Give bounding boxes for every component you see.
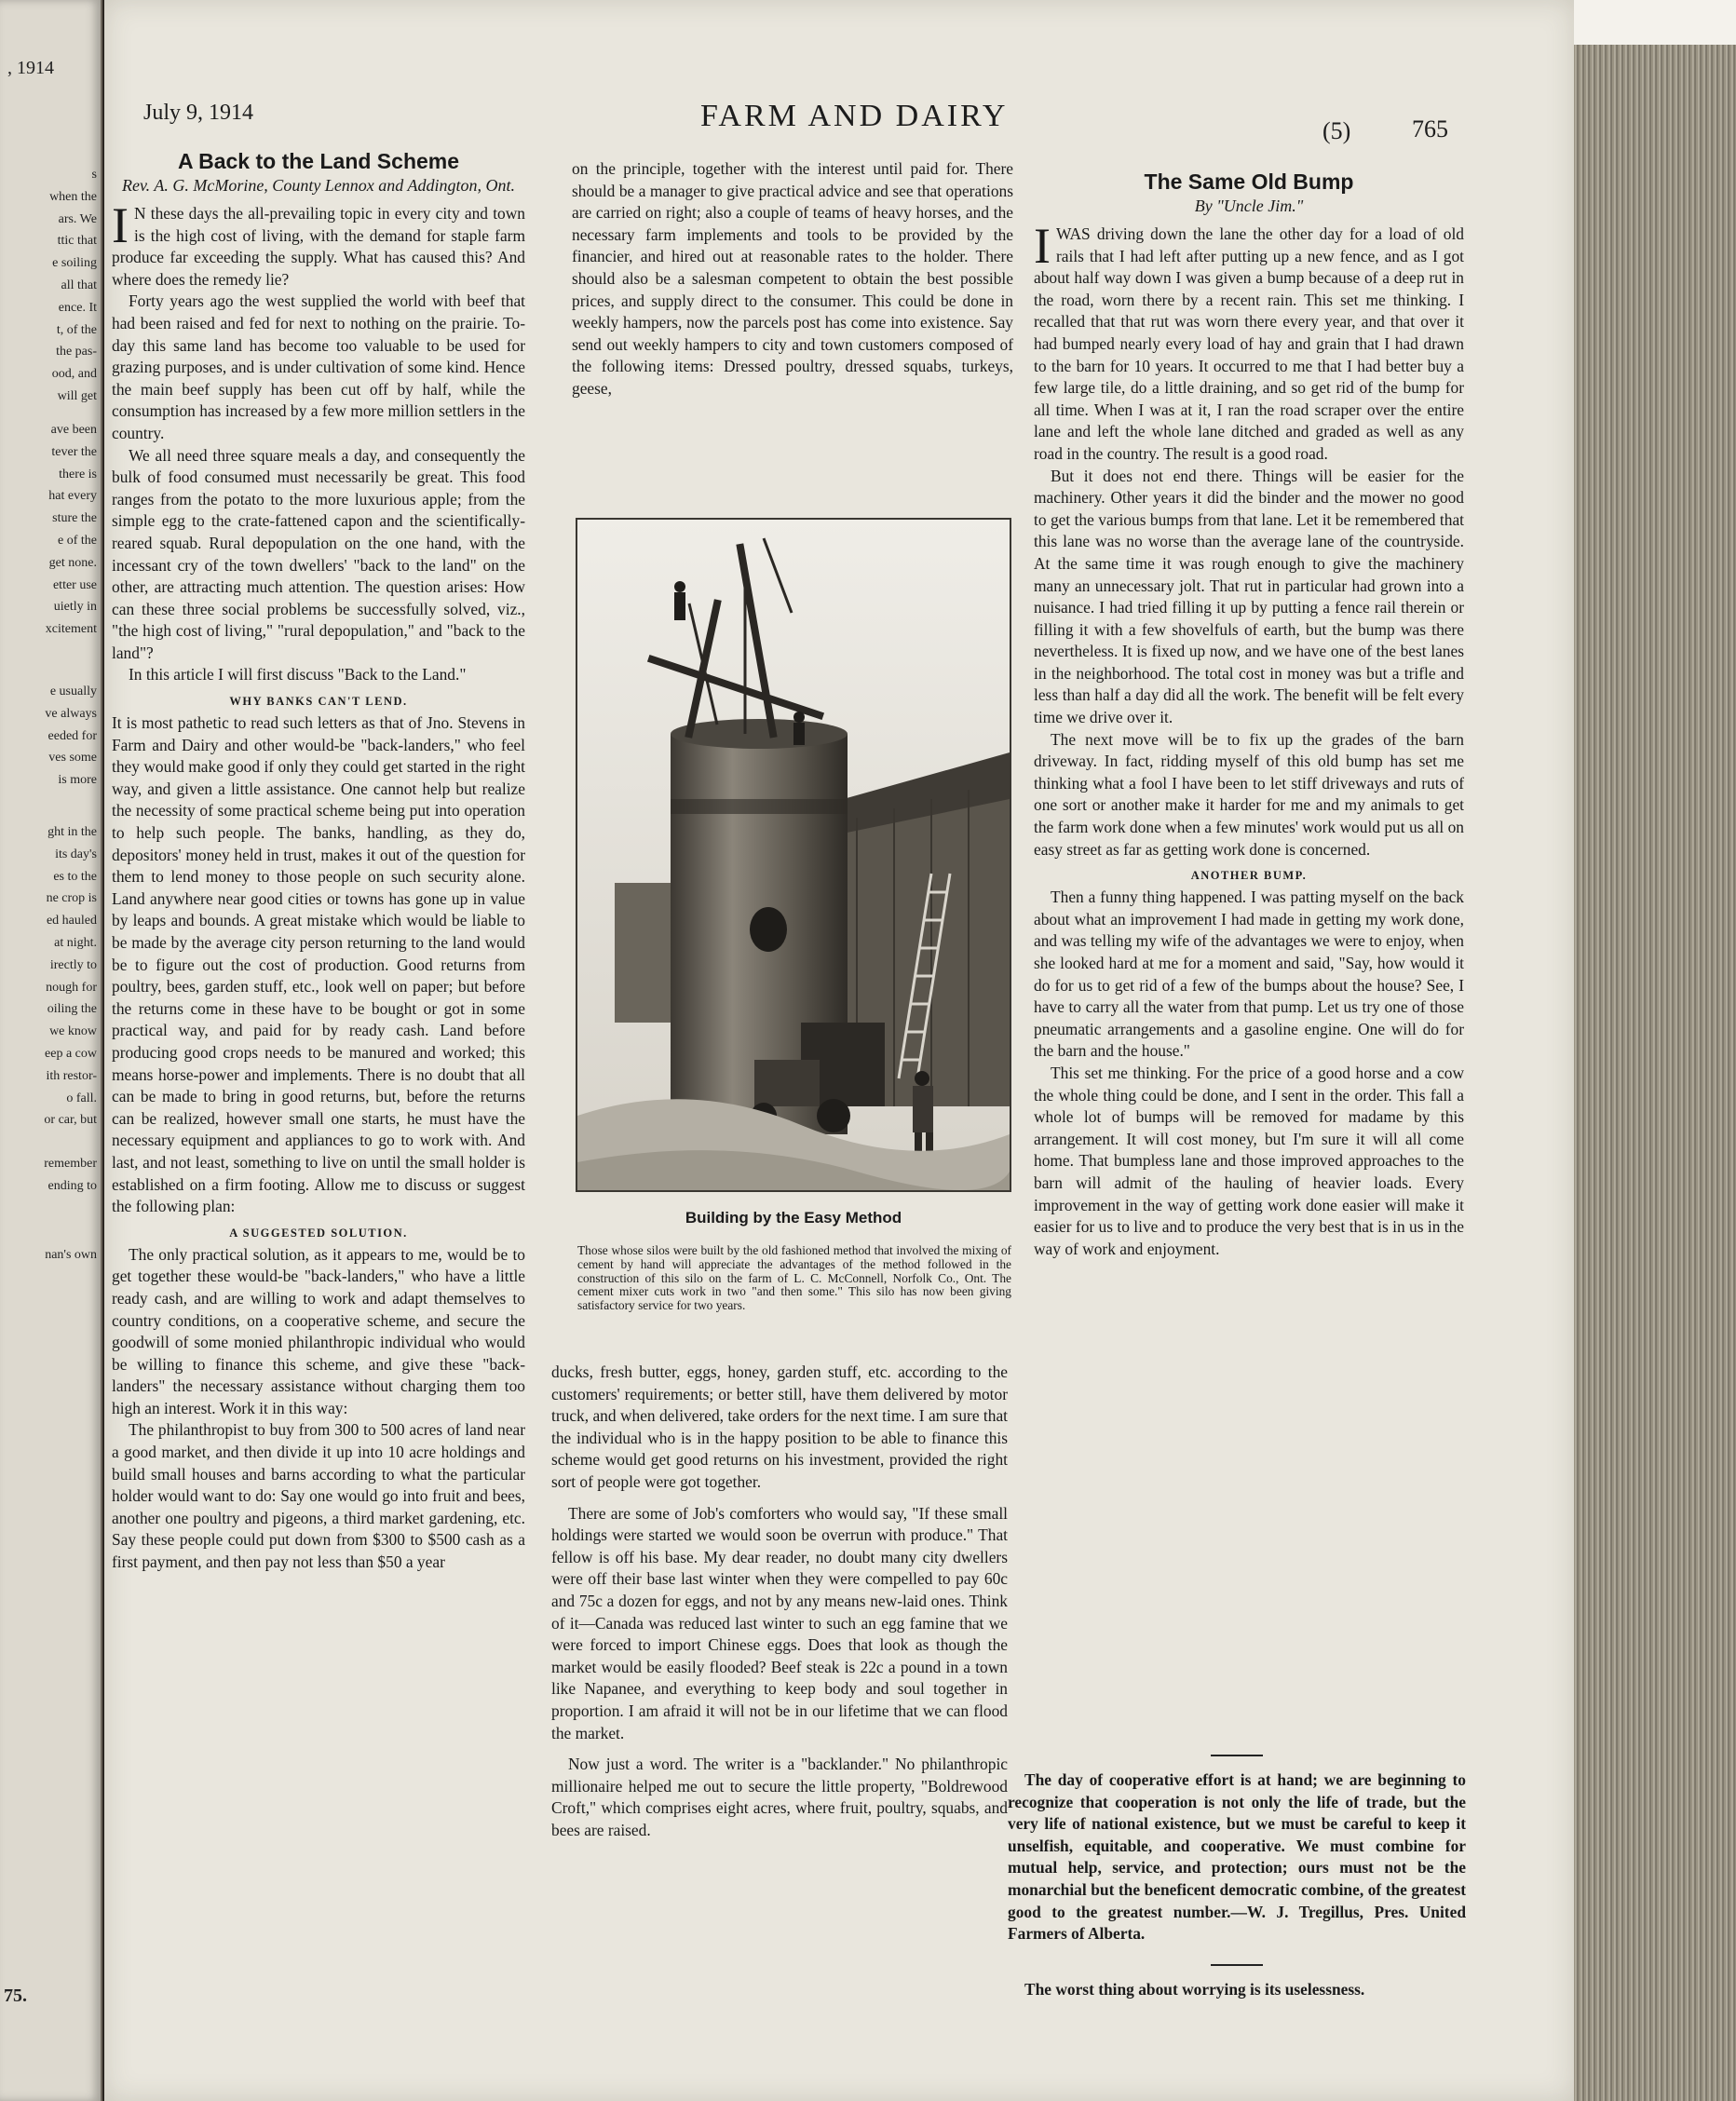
prev-page-fragment: ence. It (58, 300, 97, 315)
prev-page-fragment: o fall. (66, 1091, 97, 1105)
prev-page-fragment: at night. (54, 936, 97, 950)
photo-caption-title: Building by the Easy Method (685, 1209, 902, 1227)
prev-page-fragment: is more (58, 773, 97, 788)
article-paragraph: We all need three square meals a day, and consequently the bulk of food consumed must necessarily be great. This food ranges from the potato to the more luxurious apple; from the simple egg to the crate-fattened capon and the scientifically-reared squab. Rural depopulation on the one hand, with the incessant cry of the town dwellers' "back to the land" on the other, are attracting much attention. The question arises: How can these three social problems be successfully solved, viz., "the high cost of living," "rural depopulation," and "back to the land"? (112, 445, 525, 662)
prev-page-number: 75. (4, 1986, 27, 2006)
prev-page-fragment: nan's own (45, 1248, 97, 1262)
section-number: (5) (1322, 117, 1351, 144)
silo-photo-illustration (577, 520, 1010, 1190)
prev-page-fragment: ending to (47, 1178, 97, 1193)
article-byline: By "Uncle Jim." (1194, 197, 1304, 215)
prev-page-fragment: hat every (48, 489, 97, 504)
prev-page-fragment: tever the (51, 444, 97, 459)
article-paragraph: This set me thinking. For the price of a good horse and a cow the whole thing could be done, and I sent in the order. This fall a whole lot of bumps will be removed for madame by this arrangement. It will cost money, but I'm sure it will all come home. That bumpless lane and those improved approaches to the barn will admit of the hauling of heavier loads. Every improvement in the way of getting work done easier will make it easier for us to live and to produce the very best that is in us in the way of work and enjoyment. (1034, 1063, 1464, 1258)
book-page-stack (1574, 0, 1736, 2101)
prev-page-fragment: ed hauled (46, 914, 97, 929)
prev-page-fragment: the pas- (56, 345, 97, 359)
page-number: 765 (1412, 115, 1448, 142)
prev-page-fragment: ne crop is (46, 891, 97, 906)
prev-page-fragment: ith restor- (46, 1068, 97, 1083)
prev-page-fragment: ve always (45, 706, 97, 721)
prev-page-fragment: ave been (50, 423, 97, 437)
article-paragraph: on the principle, together with the interest until paid for. There should be a manager to give practical advice and see that operations are carried on right; also a couple of teams of heavy horses, and the necessary farm implements and tools to be provided by the financier, and hired out at reasonable rates to the holder. There should also be a salesman competent to obtain the best possible prices, and supply direct to the consumer. This could be done in weekly hampers, now the parcels post has come into existence. Say send out weekly hampers to city and town customers composed of the following items: Dressed poultry, dressed squabs, turkeys, geese, (572, 159, 1013, 398)
column-3 (1034, 169, 1464, 1260)
article-paragraph: The philanthropist to buy from 300 to 500 acres of land near a good market, and then divide it up into 10 acre holdings and build small houses and barns according to what the particular holder would want to do: Say one would go into fruit and bees, another one poultry and pigeons, a third market gardening, etc. Say these people could put down from $300 to $500 cash as a first payment, and then pay not less than $50 a year (112, 1420, 525, 1572)
prev-page-fragment: ves some (48, 751, 97, 766)
cooperation-quote: The day of cooperative effort is at hand; we are beginning to recognize that cooperation is not only the life of trade, but the very life of national existence, but we must be careful to keep it unselfish, equitable, and cooperative. We must combine for mutual help, service, and protection; ours must not be the monarchial but the beneficent democratic combine, of the greatest good to the greatest number.—W. J. Tregillus, Pres. United Farmers of Alberta. (1008, 1770, 1466, 1944)
page-stack-top (1574, 0, 1736, 45)
prev-page-fragment: t, of the (56, 322, 97, 337)
article-title-back-to-land: A Back to the Land Scheme (177, 149, 460, 173)
filler-text: The worst thing about worrying is its uselessness. (1024, 1979, 1365, 1999)
prev-page-fragment: all that (61, 278, 97, 292)
article-paragraph: The next move will be to fix up the grades of the barn driveway. In fact, ridding myself of this old bump has set me thinking what a fool I have been to let stiff driveways and ruts of one sort or another make it harder for me and my animals to get the farm work done when a few minutes' work would put us all on easy street as far as getting work done is concerned. (1034, 729, 1464, 859)
prev-page-fragment: will get (57, 389, 97, 403)
photo-caption-text: Those whose silos were built by the old fashioned method that involved the mixing of cement by hand will appreciate the advantages of the method followed in the construction of this silo on the farm of L. C. McConnell, Norfolk Co., Ont. The cement mixer cuts work in two "and then some." This silo has now been giving satisfactory service for two years. (577, 1243, 1011, 1313)
issue-date: July 9, 1914 (143, 101, 254, 125)
prev-page-fragment: its day's (55, 847, 97, 861)
prev-page-fragment: eep a cow (45, 1047, 97, 1061)
prev-page-fragment: s (91, 168, 97, 182)
drop-cap: I (112, 197, 129, 253)
column-2-top (572, 158, 1013, 400)
newspaper-page (104, 0, 1574, 2101)
publication-title: FARM AND DAIRY (700, 99, 1009, 133)
previous-page-edge (0, 0, 102, 2101)
prev-page-fragment: sture the (52, 511, 97, 526)
prev-page-fragment: uietly in (53, 600, 97, 615)
article-paragraph: Forty years ago the west supplied the world with beef that had been raised and fed for next to nothing on the prairie. To-day this same land has become too valuable to be used for grazing purposes, and is under cultivation of some kind. Hence the main beef supply has been cut off by half, while the consumption has increased by a few more million settlers in the country. (112, 291, 525, 442)
article-paragraph: I N these days the all-prevailing topic in every city and town is the high cost of living, with the demand for staple farm produce far exceeding the supply. What has caused this? And where does the remedy lie? (112, 197, 525, 289)
prev-page-fragment: nough for (46, 980, 97, 995)
prev-page-fragment: ght in the (47, 825, 97, 839)
prev-page-fragment: remember (44, 1157, 97, 1171)
article-title-same-old-bump: The Same Old Bump (1144, 169, 1354, 194)
prev-page-fragment: ars. We (58, 211, 97, 226)
prev-page-fragment: etter use (52, 577, 97, 592)
prev-page-fragment: there is (59, 467, 97, 481)
article-paragraph: Then a funny thing happened. I was patting myself on the back about what an improvement I had made in getting my work done, and was telling my wife of the advantages we were to enjoy, when she looked hard at me for a moment and said, "Say, how would it do for us to get rid of a few of the bumps about the house? See, I have to carry all the water from that pump. Let us try one of those pneumatic arrangements and a gasoline engine. One will do for the barn and the house." (1034, 888, 1464, 1061)
subheading: WHY BANKS CAN'T LEND. (229, 695, 408, 709)
column-1 (112, 149, 525, 1574)
article-paragraph: The only practical solution, as it appears to me, would be to get together these would-be "back-landers," who have a little ready cash, and are willing to work and adapt themselves to country conditions, on a cooperative scheme, and secure the goodwill of some monied philanthropic individual who would be willing to finance this scheme, and give these "back-landers" the necessary assistance without charging them too high an interest. Work it in this way: (112, 1244, 525, 1417)
divider-rule (1211, 1755, 1263, 1756)
prev-page-fragment: irectly to (49, 957, 97, 972)
article-paragraph: ducks, fresh butter, eggs, honey, garden stuff, etc. according to the customers' requirements; or better still, have them delivered by motor truck, and when delivered, take orders for the next time. I am sure that the individual who is in the happy position to be able to finance this scheme would get good returns on his investment, provided the right sort of people were got together. (551, 1362, 1008, 1491)
drop-cap: I (1034, 218, 1051, 274)
prev-page-fragment: e usually (49, 685, 97, 698)
article-paragraph: But it does not end there. Things will be easier for the machinery. Other years it did the binder and the mower no good to get the various bumps from that lane. Let it be remembered that this lane was no worse than the average lane of the countryside. At the same time it was rough enough to give the machinery many an unnecessary jolt. That rut in particular had grown into a nuisance. I had tried filling it up by putting a fence rail therein or filling it with a few shovelfuls of earth, but the bump was there nevertheless. It is fixed up now, and we have one of the best lanes in the neighborhood. The total cost in money was but a trifle and less than half a day did all the work. The benefit will be felt every time we drive over it. (1034, 466, 1464, 727)
prev-page-fragment: e of the (58, 534, 97, 548)
prev-page-fragment: e soiling (52, 256, 97, 271)
article-paragraph: IWAS driving down the lane the other day for a load of old rails that I had left after putting up a new fence, and as I got about half way down I was given a bump because of a deep rut in the road, worn there by a recent rain. This set me thinking. I recalled that that rut was worn there every year, and that over it had bumped nearly every load of hay and grain that I had drawn to the barn for 10 years. It occurred to me that I had better buy a few large tile, do a little draining, and so get rid of the bump for all time. When I was at it, I ran the road scraper over the entire lane and left the whole lane ditched and graded as well as any road in the country. The result is a good road. (1034, 218, 1464, 463)
prev-page-fragment: eeded for (47, 728, 97, 743)
prev-page-fragment: get none. (48, 555, 97, 570)
column-2-bottom (551, 1362, 1008, 1841)
article-paragraph: In this article I will first discuss "Back to the Land." (129, 665, 467, 685)
divider-rule (1211, 1964, 1263, 1966)
prev-page-fragment: oiling the (47, 1002, 97, 1017)
column-3-bottom (1008, 1742, 1466, 2000)
article-byline: Rev. A. G. McMorine, County Lennox and Addington, Ont. (122, 176, 515, 195)
silo-construction-photo (576, 518, 1011, 1192)
prev-page-fragment: when the (49, 189, 97, 204)
prev-page-fragment: or car, but (44, 1113, 97, 1128)
subheading: A SUGGESTED SOLUTION. (229, 1226, 408, 1240)
prev-page-year: , 1914 (7, 58, 54, 78)
article-paragraph: It is most pathetic to read such letters as that of Jno. Stevens in Farm and Dairy and other would-be "back-landers," who feel they would make good if only they could get started in the right way, and given a little assistance. One cannot help but realize the necessity of some practical scheme being put into operation to help such people. The banks, handling, as they do, depositors' money held in trust, makes it out of the question for them to lend money to those people on such security alone. Land anywhere near good cities or towns has gone up in value by leaps and bounds. A great mistake which would be liable to be made by the average city person returning to the land would be to figure out the cost of production. Good returns from poultry, bees, garden stuff, etc., look well on paper; but before the returns come in these have to be bought or got in some practical way, and paid for by ready cash. Land before producing good crops needs to be manured and worked; this means horse-power and implements. There is no doubt that all can be made to bring in good returns, but, before the returns can be realized, however small one starts, he must have the necessary equipment and appliances to go to work with. And last, and not least, something to live on until the small holder is established on a firm footing. Allow me to discuss or suggest the following plan: (112, 713, 525, 1216)
subheading: ANOTHER BUMP. (1190, 869, 1308, 883)
prev-page-fragment: ood, and (51, 367, 97, 382)
article-paragraph: Now just a word. The writer is a "backlander." No philanthropic millionaire helped me out to secure the little property, "Boldrewood Croft," which comprises eight acres, where fruit, poultry, squabs, and bees are raised. (551, 1755, 1008, 1839)
prev-page-fragment: es to the (53, 869, 97, 884)
prev-page-fragment: xcitement (45, 622, 97, 637)
prev-page-fragment: we know (49, 1024, 97, 1039)
article-paragraph: There are some of Job's comforters who would say, "If these small holdings were started we would soon be overrun with produce." That fellow is off his base. My dear reader, no doubt many city dwellers were off their base last winter when they were compelled to pay 60c and 75c a dozen for eggs, and not by any means new-laid ones. Think of it—Canada was reduced last winter to such an egg famine that we were forced to import Chinese eggs. Does that look as though the market would be easily flooded? Beef steak is 22c a pound in a town like Napanee, and everything to keep body and soul together in proportion. I am afraid it will not be in our lifetime that we can flood the market. (551, 1503, 1008, 1742)
prev-page-fragment: ttic that (57, 234, 97, 249)
